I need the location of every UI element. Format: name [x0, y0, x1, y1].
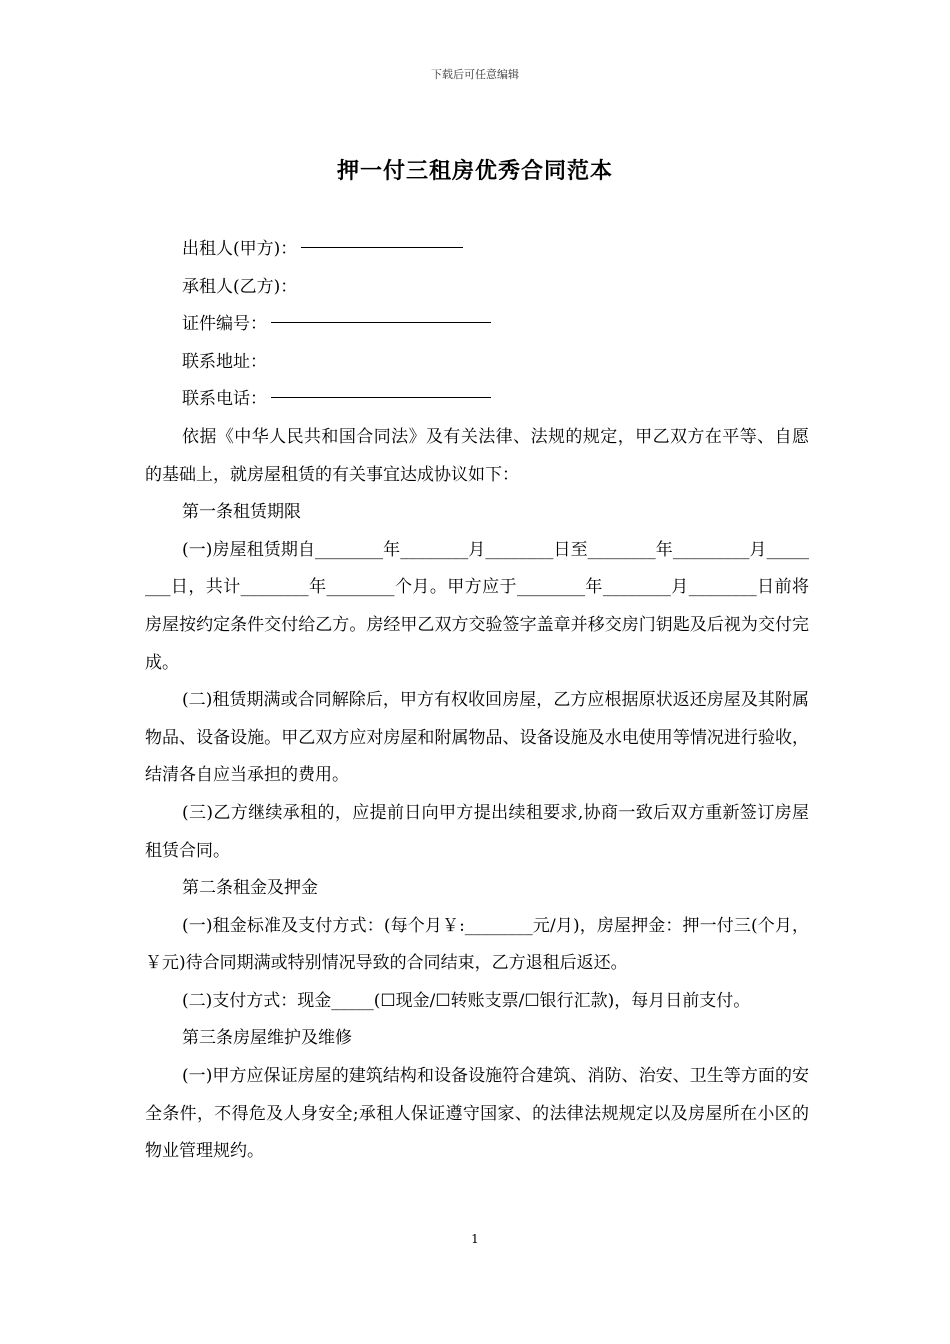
article1-clause1: (一)房屋租赁期自________年________月________日至________年_________月________日，共计________年________个月。甲方应于________年________月________日前将房屋按约定条件交付给乙方。房经甲乙双方交验签字盖章并移交房门钥匙及后视为交付完成。: [145, 539, 809, 673]
id-label: 证件编号：: [182, 314, 267, 335]
article3-title: 第三条房屋维护及维修: [182, 1028, 352, 1049]
page-number: 1: [471, 1232, 479, 1246]
address-label: 联系地址：: [182, 351, 267, 372]
document-title: 押一付三租房优秀合同范本: [336, 158, 613, 184]
article1-clause3: (三)乙方继续承租的，应提前日向甲方提出续租要求,协商一致后双方重新签订房屋租赁合同。: [145, 802, 809, 861]
lessor-field: [145, 231, 809, 269]
phone-blank: [271, 396, 491, 398]
lessor-blank: [301, 246, 463, 248]
article1-clause2: (二)租赁期满或合同解除后，甲方有权收回房屋，乙方应根据原状返还房屋及其附属物品、设备设施。甲乙双方应对房屋和附属物品、设备设施及水电使用等情况进行验收，结清各自应当承担的费用。: [145, 690, 809, 786]
article1-title: 第一条租赁期限: [182, 502, 301, 523]
id-blank: [271, 321, 491, 323]
phone-field: [145, 381, 809, 419]
document-body: [145, 231, 809, 1171]
intro-paragraph: 依据《中华人民共和国合同法》及有关法律、法规的规定，甲乙双方在平等、自愿的基础上，就房屋租赁的有关事宜达成协议如下：: [145, 426, 809, 485]
lessee-field: [145, 269, 809, 307]
article2-clause2: (二)支付方式：现金_____(☐现金/☐转账支票/☐银行汇款)，每月日前支付。: [182, 990, 751, 1011]
lessee-label: 承租人(乙方)：: [182, 276, 298, 297]
article2-title: 第二条租金及押金: [182, 878, 318, 899]
phone-label: 联系电话：: [182, 389, 267, 410]
article3-clause1: (一)甲方应保证房屋的建筑结构和设备设施符合建筑、消防、治安、卫生等方面的安全条件，不得危及人身安全;承租人保证遵守国家、的法律法规规定以及房屋所在小区的物业管理规约。: [145, 1066, 809, 1162]
id-field: [145, 306, 809, 344]
lessor-label: 出租人(甲方)：: [182, 239, 298, 259]
address-field: [145, 344, 809, 382]
article2-clause1: (一)租金标准及支付方式：(每个月￥:________元/月)，房屋押金：押一付三(个月，￥元)待合同期满或特别情况导致的合同结束，乙方退租后返还。: [145, 915, 809, 974]
header-note: 下载后可任意编辑: [431, 68, 519, 81]
